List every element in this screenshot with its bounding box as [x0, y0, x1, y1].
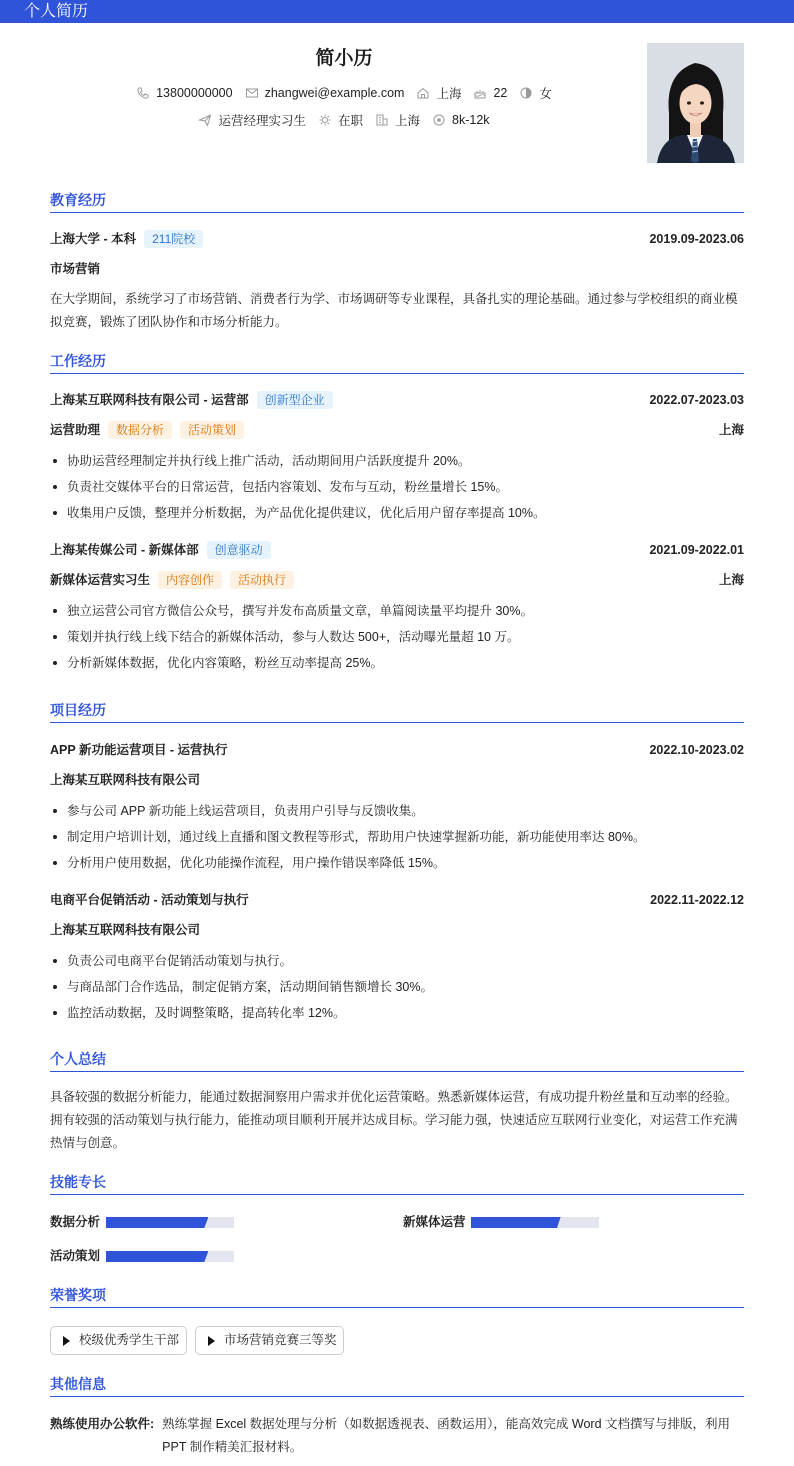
list-item: 与商品部门合作选品，制定促销方案，活动期间销售额增长 30%。 — [50, 978, 744, 1004]
salary-text: 8k-12k — [452, 113, 490, 127]
project-org-row — [50, 771, 744, 789]
work-date: 2021.09-2022.01 — [649, 543, 744, 557]
intent-job-text: 运营经理实习生 — [218, 114, 306, 128]
school-name: 上海大学 - 本科 — [50, 232, 137, 246]
project-name: 电商平台促销活动 - 活动策划与执行 — [50, 893, 249, 907]
work-company: 上海某传媒公司 - 新媒体部 — [50, 543, 199, 557]
list-item: 独立运营公司官方微信公众号，撰写并发布高质量文章，单篇阅读量平均提升 30%。 — [50, 602, 744, 628]
work-role-row — [50, 571, 744, 589]
email-info — [245, 86, 405, 100]
phone-text: 13800000000 — [156, 86, 233, 100]
other-title: 其他信息 — [50, 1375, 744, 1397]
work-skill-tag: 数据分析 — [108, 421, 172, 439]
list-item: 协助运营经理制定并执行线上推广活动，活动期间用户活跃度提升 20%。 — [50, 452, 744, 478]
city-text: 上海 — [436, 87, 462, 101]
profile-photo — [647, 43, 744, 163]
skill-name: 新媒体运营 — [403, 1215, 466, 1229]
top-bar — [0, 0, 794, 23]
play-icon — [208, 1336, 215, 1346]
mail-icon — [245, 86, 259, 100]
work-company-row — [50, 541, 744, 559]
skills-title: 技能专长 — [50, 1173, 744, 1195]
age-text: 22 — [493, 86, 508, 100]
phone-icon — [136, 86, 150, 100]
education-major-row — [50, 260, 744, 278]
intent-city-info — [375, 111, 420, 129]
work-role-row — [50, 421, 744, 439]
skill-bar-fill — [471, 1217, 561, 1228]
status-info — [318, 111, 363, 129]
skill-item — [50, 1247, 100, 1265]
project-date: 2022.10-2023.02 — [649, 743, 744, 757]
major-name: 市场营销 — [50, 262, 101, 276]
list-item: 参与公司 APP 新功能上线运营项目，负责用户引导与反馈收集。 — [50, 802, 744, 828]
work-role: 新媒体运营实习生 — [50, 573, 151, 587]
candidate-name: 简小历 — [315, 48, 373, 69]
project-org-row — [50, 921, 744, 939]
award-item[interactable] — [195, 1326, 344, 1355]
summary-section — [50, 1050, 744, 1150]
work-title: 工作经历 — [50, 352, 744, 374]
intent-city-text: 上海 — [394, 114, 420, 128]
awards-title: 荣誉奖项 — [50, 1286, 744, 1308]
list-item: 负责社交媒体平台的日常运营，包括内容策划、发布与互动，粉丝量增长 15%。 — [50, 478, 744, 504]
project-bullets — [50, 802, 744, 880]
work-role: 运营助理 — [50, 423, 101, 437]
other-label: 熟练使用办公软件: — [50, 1417, 155, 1431]
salary-info — [432, 113, 490, 127]
contact-row — [0, 84, 688, 102]
work-bullets — [50, 452, 744, 530]
projects-section — [50, 701, 744, 1020]
project-org: 上海某互联网科技有限公司 — [50, 923, 201, 937]
age-icon — [473, 86, 487, 100]
work-skill-tag: 内容创作 — [158, 571, 222, 589]
skill-name: 数据分析 — [50, 1215, 101, 1229]
play-icon — [63, 1336, 70, 1346]
other-section — [50, 1375, 744, 1454]
home-icon — [416, 86, 430, 100]
list-item: 制定用户培训计划，通过线上直播和图文教程等形式，帮助用户快速掌握新功能，新功能使用率达 80%。 — [50, 828, 744, 854]
status-icon — [318, 113, 332, 127]
award-label: 校级优秀学生干部 — [79, 1333, 180, 1347]
gender-icon — [519, 86, 533, 100]
work-company-row — [50, 391, 744, 409]
list-item: 监控活动数据，及时调整策略，提高转化率 12%。 — [50, 1004, 744, 1030]
building-icon — [375, 113, 389, 127]
work-skill-tag: 活动执行 — [230, 571, 294, 589]
resume-header — [0, 23, 794, 173]
school-tag: 211院校 — [144, 230, 203, 248]
other-info-row — [50, 1413, 744, 1459]
skill-item — [50, 1213, 100, 1231]
skill-bar-fill — [106, 1251, 208, 1262]
phone-info — [136, 86, 232, 100]
skills-section — [50, 1173, 744, 1263]
skill-bar-fill — [106, 1217, 208, 1228]
other-text: 熟练掌握 Excel 数据处理与分析（如数据透视表、函数运用），能高效完成 Word 文档撰写与排版，利用 PPT 制作精美汇报材料。 — [162, 1417, 731, 1454]
money-icon — [432, 113, 446, 127]
education-date: 2019.09-2023.06 — [649, 232, 744, 246]
list-item: 分析新媒体数据，优化内容策略，粉丝互动率提高 25%。 — [50, 654, 744, 680]
intent-row — [0, 111, 688, 129]
award-label: 市场营销竞赛三等奖 — [224, 1333, 337, 1347]
list-item: 分析用户使用数据，优化功能操作流程，用户操作错误率降低 15%。 — [50, 854, 744, 880]
project-name: APP 新功能运营项目 - 运营执行 — [50, 743, 228, 757]
gender-info — [519, 84, 552, 102]
project-header-row — [50, 741, 744, 759]
work-city: 上海 — [718, 573, 744, 587]
awards-section — [50, 1286, 744, 1347]
portrait-illustration — [647, 43, 744, 163]
status-text: 在职 — [337, 114, 363, 128]
education-section — [50, 191, 744, 329]
work-skill-tag: 活动策划 — [180, 421, 244, 439]
work-company-tag: 创意驱动 — [207, 541, 271, 559]
email-text: zhangwei@example.com — [264, 86, 405, 100]
skill-bar — [106, 1217, 234, 1228]
education-title: 教育经历 — [50, 191, 744, 213]
project-org: 上海某互联网科技有限公司 — [50, 773, 201, 787]
award-item[interactable] — [50, 1326, 187, 1355]
work-section — [50, 352, 744, 670]
project-bullets — [50, 952, 744, 1030]
education-description: 在大学期间，系统学习了市场营销、消费者行为学、市场调研等专业课程，具备扎实的理论基础。通过参与学校组织的商业模拟竞赛，锻炼了团队协作和市场分析能力。 — [50, 292, 738, 329]
top-bar-title: 个人简历 — [24, 3, 89, 20]
education-header-row — [50, 230, 744, 248]
work-city: 上海 — [718, 423, 744, 437]
project-date: 2022.11-2022.12 — [650, 893, 744, 907]
work-bullets — [50, 602, 744, 680]
projects-title: 项目经历 — [50, 701, 744, 723]
work-company: 上海某互联网科技有限公司 - 运营部 — [50, 393, 249, 407]
skill-bar — [471, 1217, 599, 1228]
skill-item — [403, 1213, 466, 1231]
summary-title: 个人总结 — [50, 1050, 744, 1072]
age-info — [473, 86, 507, 100]
skill-bar — [106, 1251, 234, 1262]
list-item: 收集用户反馈，整理并分析数据，为产品优化提供建议，优化后用户留存率提高 10%。 — [50, 504, 744, 530]
send-icon — [198, 113, 212, 127]
city-info — [416, 84, 461, 102]
work-date: 2022.07-2023.03 — [649, 393, 744, 407]
work-company-tag: 创新型企业 — [257, 391, 333, 409]
list-item: 负责公司电商平台促销活动策划与执行。 — [50, 952, 744, 978]
gender-text: 女 — [539, 87, 552, 101]
project-header-row — [50, 891, 744, 909]
skill-name: 活动策划 — [50, 1249, 101, 1263]
intent-job-info — [198, 111, 306, 129]
summary-text: 具备较强的数据分析能力，能通过数据洞察用户需求并优化运营策略。熟悉新媒体运营，有成功提升粉丝量和互动率的经验。拥有较强的活动策划与执行能力，能推动项目顺利开展并达成目标。学习能力强，快速适应互联网行业变化，对运营工作充满热情与创意。 — [50, 1090, 738, 1150]
list-item: 策划并执行线上线下结合的新媒体活动，参与人数达 500+，活动曝光量超 10 万。 — [50, 628, 744, 654]
